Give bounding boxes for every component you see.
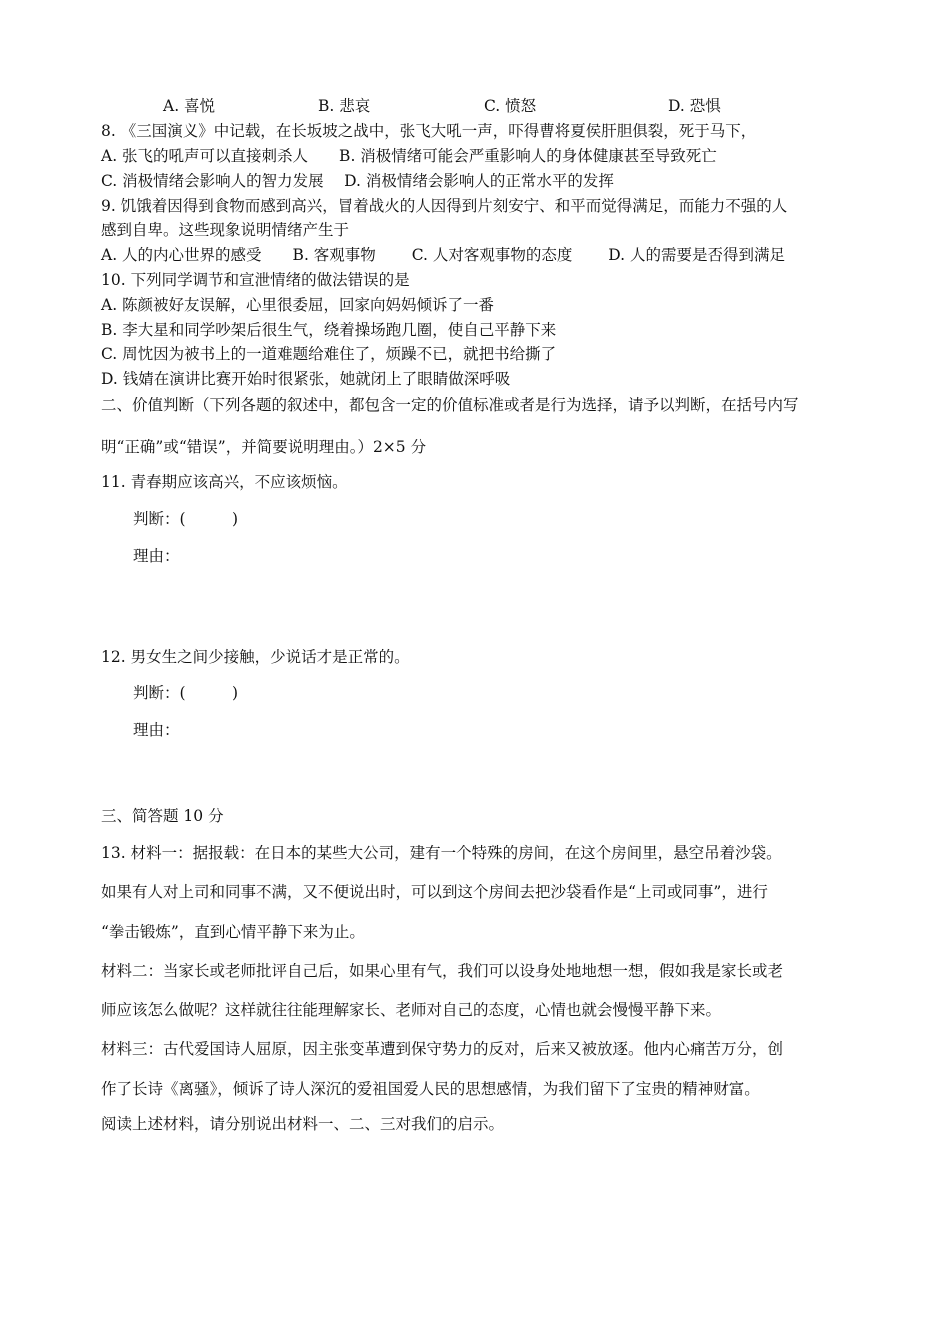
q13-material1-line1: 13. 材料一：据报载：在日本的某些大公司，建有一个特殊的房间，在这个房间里，悬空吊着沙袋。	[101, 844, 782, 862]
q10-option-a: A. 陈颜被好友误解，心里很委屈，回家向妈妈倾诉了一番	[101, 296, 495, 314]
q8-options-cd: C. 消极情绪会影响人的智力发展 D. 消极情绪会影响人的正常水平的发挥	[101, 172, 614, 190]
section3-title: 三、简答题 10 分	[101, 807, 224, 825]
q10-option-b: B. 李大星和同学吵架后很生气，绕着操场跑几圈，使自己平静下来	[101, 321, 557, 339]
q10-stem: 10. 下列同学调节和宣泄情绪的做法错误的是	[101, 271, 410, 289]
q9-stem-line1: 9. 饥饿着因得到食物而感到高兴，冒着战火的人因得到片刻安宁、和平而觉得满足，而能力不强的人	[101, 197, 788, 215]
q11-reason: 理由：	[133, 547, 180, 565]
q13-material3-line1: 材料三：古代爱国诗人屈原，因主张变革遭到保守势力的反对，后来又被放逐。他内心痛苦万分，创	[101, 1040, 784, 1058]
q13-question: 阅读上述材料，请分别说出材料一、二、三对我们的启示。	[101, 1115, 505, 1133]
q9-options: A. 人的内心世界的感受 B. 客观事物 C. 人对客观事物的态度 D. 人的需要是否得到满足	[101, 246, 786, 264]
q7-option-b: B. 悲哀	[318, 97, 371, 115]
q12-judgement: 判断：( )	[133, 684, 239, 702]
q8-stem: 8. 《三国演义》中记载，在长坂坡之战中，张飞大吼一声，吓得曹将夏侯肝胆俱裂，死于马下，	[101, 122, 757, 140]
section2-title-line1: 二、价值判断（下列各题的叙述中，都包含一定的价值标准或者是行为选择，请予以判断，在括号内写	[101, 396, 799, 414]
q13-material3-line2: 作了长诗《离骚》，倾诉了诗人深沉的爱祖国爱人民的思想感情，为我们留下了宝贵的精神财富。	[101, 1080, 760, 1098]
section2-title-line2: 明“正确”或“错误”，并简要说明理由。）2×5 分	[101, 438, 427, 456]
q7-option-a: A. 喜悦	[163, 97, 216, 115]
q10-option-d: D. 钱婧在演讲比赛开始时很紧张，她就闭上了眼睛做深呼吸	[101, 370, 511, 388]
q13-material1-line3: “拳击锻炼”，直到心情平静下来为止。	[101, 923, 365, 941]
q7-option-d: D. 恐惧	[668, 97, 721, 115]
q13-material2-line2: 师应该怎么做呢？这样就往往能理解家长、老师对自己的态度，心情也就会慢慢平静下来。	[101, 1001, 722, 1019]
q7-option-c: C. 愤怒	[484, 97, 537, 115]
q11-judgement: 判断：( )	[133, 510, 239, 528]
q9-stem-line2: 感到自卑。这些现象说明情绪产生于	[101, 221, 350, 239]
q12-stem: 12. 男女生之间少接触，少说话才是正常的。	[101, 648, 410, 666]
q12-reason: 理由：	[133, 721, 180, 739]
q8-options-ab: A. 张飞的吼声可以直接刺杀人 B. 消极情绪可能会严重影响人的身体健康甚至导致死亡	[101, 147, 717, 165]
q13-material1-line2: 如果有人对上司和同事不满，又不便说出时，可以到这个房间去把沙袋看作是“上司或同事”，进行	[101, 883, 768, 901]
q11-stem: 11. 青春期应该高兴，不应该烦恼。	[101, 473, 348, 491]
q13-material2-line1: 材料二：当家长或老师批评自己后，如果心里有气，我们可以设身处地地想一想，假如我是家长或老	[101, 962, 784, 980]
q10-option-c: C. 周忱因为被书上的一道难题给难住了，烦躁不已，就把书给撕了	[101, 345, 557, 363]
